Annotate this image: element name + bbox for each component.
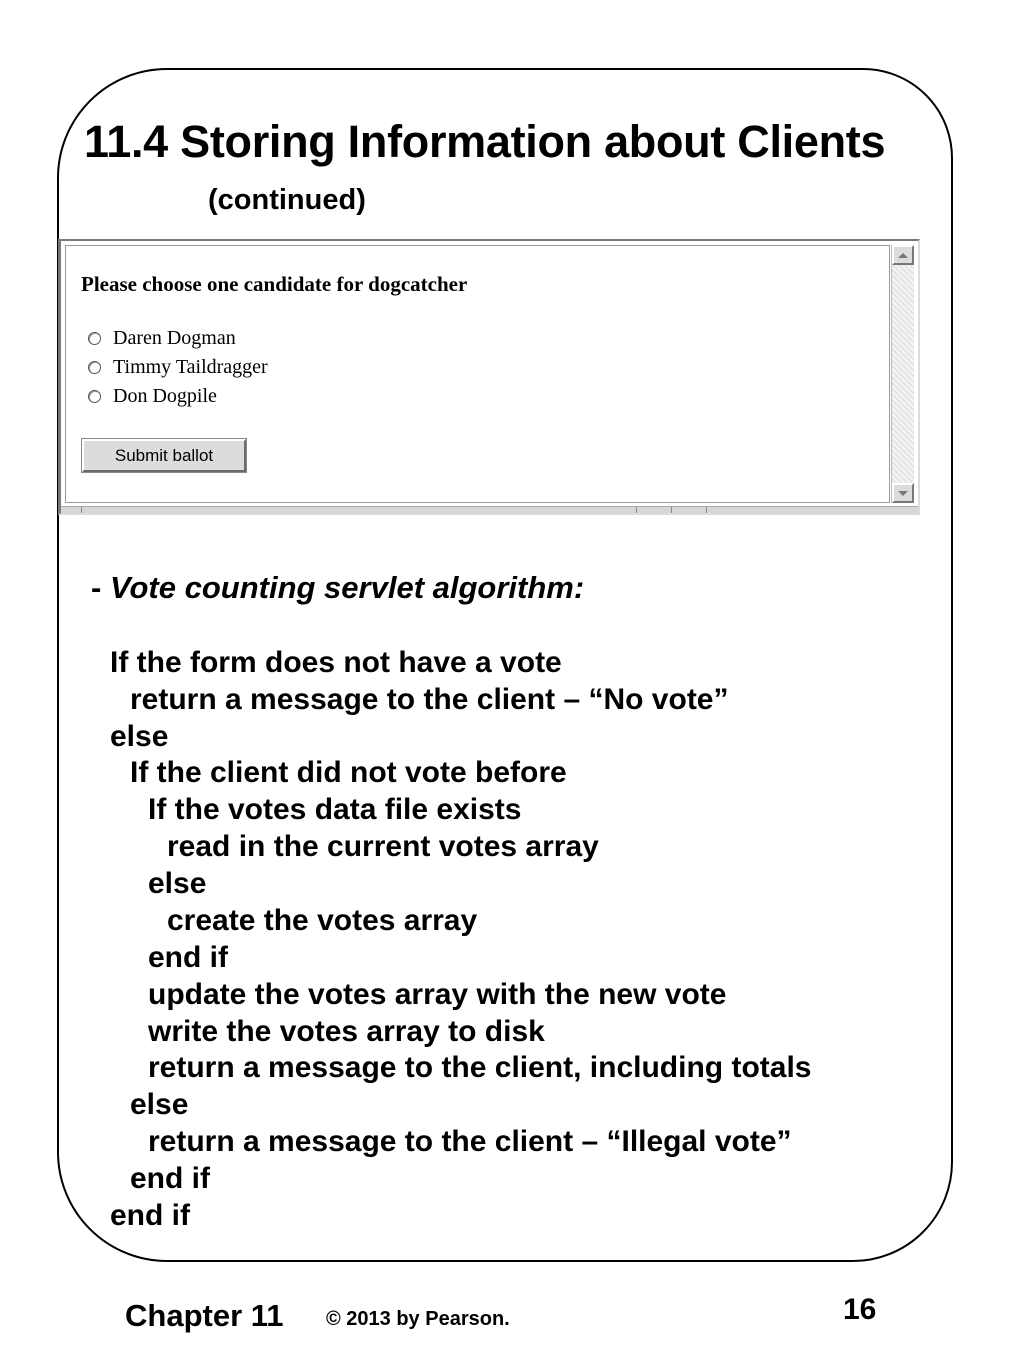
status-divider [706, 507, 707, 513]
pseudocode-line: else [110, 720, 169, 753]
radio-option-timmy-taildragger[interactable] [88, 354, 268, 380]
radio-button-icon[interactable] [88, 390, 101, 403]
slide-subtitle: (continued) [208, 184, 366, 216]
radio-option-daren-dogman[interactable] [88, 325, 236, 351]
pseudocode-line: end if [130, 1162, 210, 1195]
status-divider [636, 507, 637, 513]
radio-button-icon[interactable] [88, 332, 101, 345]
slide-title: 11.4 Storing Information about Clients [84, 116, 886, 167]
algorithm-heading-text: Vote counting servlet algorithm: [109, 570, 585, 605]
bullet-dash: - [91, 570, 102, 605]
pseudocode-line: return a message to the client, including totals [148, 1051, 812, 1084]
arrow-down-icon [898, 491, 908, 496]
browser-window-screenshot [58, 239, 920, 515]
footer-chapter: Chapter 11 [125, 1298, 284, 1333]
pseudocode-line: If the votes data file exists [148, 793, 522, 826]
pseudocode-line: return a message to the client – “No vote” [130, 683, 729, 716]
page-number: 16 [843, 1293, 877, 1326]
status-divider [671, 507, 672, 513]
submit-ballot-button[interactable]: Submit ballot [82, 439, 246, 472]
pseudocode-line: else [130, 1088, 189, 1121]
pseudocode-line: write the votes array to disk [148, 1015, 545, 1048]
scroll-up-button[interactable] [892, 245, 914, 265]
pseudocode-line: update the votes array with the new vote [148, 978, 727, 1011]
browser-status-bar [61, 506, 918, 513]
radio-option-don-dogpile[interactable] [88, 383, 217, 409]
browser-content-area [65, 245, 890, 503]
pseudocode-line: else [148, 867, 207, 900]
radio-option-label: Timmy Taildragger [113, 355, 268, 378]
pseudocode-line: read in the current votes array [167, 830, 599, 863]
vertical-scrollbar[interactable] [891, 245, 914, 503]
radio-option-label: Don Dogpile [113, 384, 217, 407]
pseudocode-line: If the form does not have a vote [110, 646, 562, 679]
pseudocode-line: If the client did not vote before [130, 756, 567, 789]
radio-option-label: Daren Dogman [113, 326, 236, 349]
form-heading: Please choose one candidate for dogcatcher [81, 272, 468, 296]
scroll-down-button[interactable] [892, 483, 914, 503]
radio-button-icon[interactable] [88, 361, 101, 374]
pseudocode-line: return a message to the client – “Illegal vote” [148, 1125, 792, 1158]
algorithm-heading [91, 570, 584, 606]
pseudocode-line: create the votes array [167, 904, 478, 937]
footer-copyright: © 2013 by Pearson. [326, 1308, 510, 1330]
pseudocode-line: end if [148, 941, 228, 974]
arrow-up-icon [898, 253, 908, 258]
pseudocode-line: end if [110, 1199, 190, 1232]
status-divider [81, 507, 82, 513]
